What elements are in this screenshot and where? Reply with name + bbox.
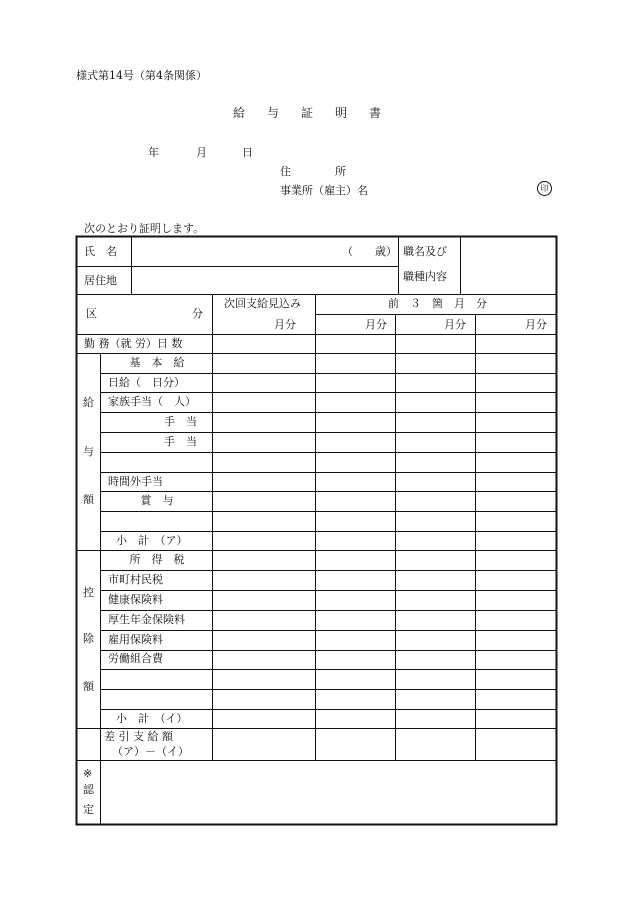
salary-group-label: 額 <box>83 493 94 506</box>
salary-item-allowance: 手 当 <box>164 415 197 428</box>
date-day: 日 <box>242 146 253 159</box>
name-label: 氏 名 <box>84 245 117 258</box>
date-year: 年 <box>148 146 159 159</box>
deduction-health-insurance: 健康保険料 <box>108 593 163 606</box>
title-char: 証 <box>300 106 313 120</box>
deduction-group-label: 控 <box>83 586 94 599</box>
title-char: 書 <box>368 106 381 120</box>
deduction-resident-tax: 市町村民税 <box>108 573 163 586</box>
title-char: 与 <box>266 106 279 120</box>
work-days-label: 勤 務（就 労）日 数 <box>84 337 183 350</box>
certification-label: 認 <box>83 783 94 796</box>
month-unit: 月分 <box>365 318 387 331</box>
month-unit: 月分 <box>274 318 296 331</box>
salary-item-bonus: 賞 与 <box>140 494 174 507</box>
subtotal-a-label: 小 計 （ア） <box>116 534 188 547</box>
title-char: 明 <box>334 106 347 120</box>
deduction-income-tax: 所 得 税 <box>129 553 185 566</box>
salary-item-base-pay: 基 本 給 <box>129 356 185 369</box>
intro-text: 次のとおり証明します。 <box>84 222 205 235</box>
position-label-line1: 職名及び <box>403 245 447 258</box>
deduction-employment-insurance: 雇用保険料 <box>108 633 163 646</box>
salary-item-daily-wage: 日給（ 日分） <box>108 376 185 389</box>
position-label-line2: 職種内容 <box>403 270 447 283</box>
subtotal-i-label: 小 計 （イ） <box>116 712 188 725</box>
salary-item-family-allowance: 家族手当（ 人） <box>108 395 196 408</box>
net-payment-label: 差 引 支 給 額 <box>104 730 173 743</box>
certification-mark: ※ <box>83 767 93 780</box>
next-payment-header: 次回支給見込み <box>224 297 301 310</box>
residence-label: 居住地 <box>84 274 117 287</box>
deduction-union-fee: 労働組合費 <box>108 652 163 665</box>
date-month: 月 <box>196 146 207 159</box>
salary-item-overtime: 時間外手当 <box>108 475 163 488</box>
employer-address-label: 住 所 <box>280 165 346 178</box>
form-number: 様式第14号（第4条関係） <box>76 69 207 82</box>
age-field[interactable]: （ 歳） <box>342 245 397 258</box>
month-unit: 月分 <box>444 318 466 331</box>
title-char: 給 <box>232 106 245 120</box>
deduction-group-label: 除 <box>83 632 94 645</box>
salary-group-label: 与 <box>83 445 94 458</box>
deduction-group-label: 額 <box>83 680 94 693</box>
salary-group-label: 給 <box>83 396 94 409</box>
seal-icon: 印 <box>537 181 552 196</box>
category-label-right: 分 <box>192 307 203 320</box>
salary-item-allowance: 手 当 <box>164 435 197 448</box>
employer-name-label: 事業所（雇主）名 <box>280 184 368 197</box>
prior-three-months-header: 前 ３ 箇 月 分 <box>388 297 487 310</box>
net-payment-formula: （ア）－（イ） <box>112 745 189 758</box>
month-unit: 月分 <box>525 318 547 331</box>
category-label-left: 区 <box>86 307 97 320</box>
deduction-pension-insurance: 厚生年金保険料 <box>108 613 185 626</box>
certification-label: 定 <box>83 803 94 816</box>
